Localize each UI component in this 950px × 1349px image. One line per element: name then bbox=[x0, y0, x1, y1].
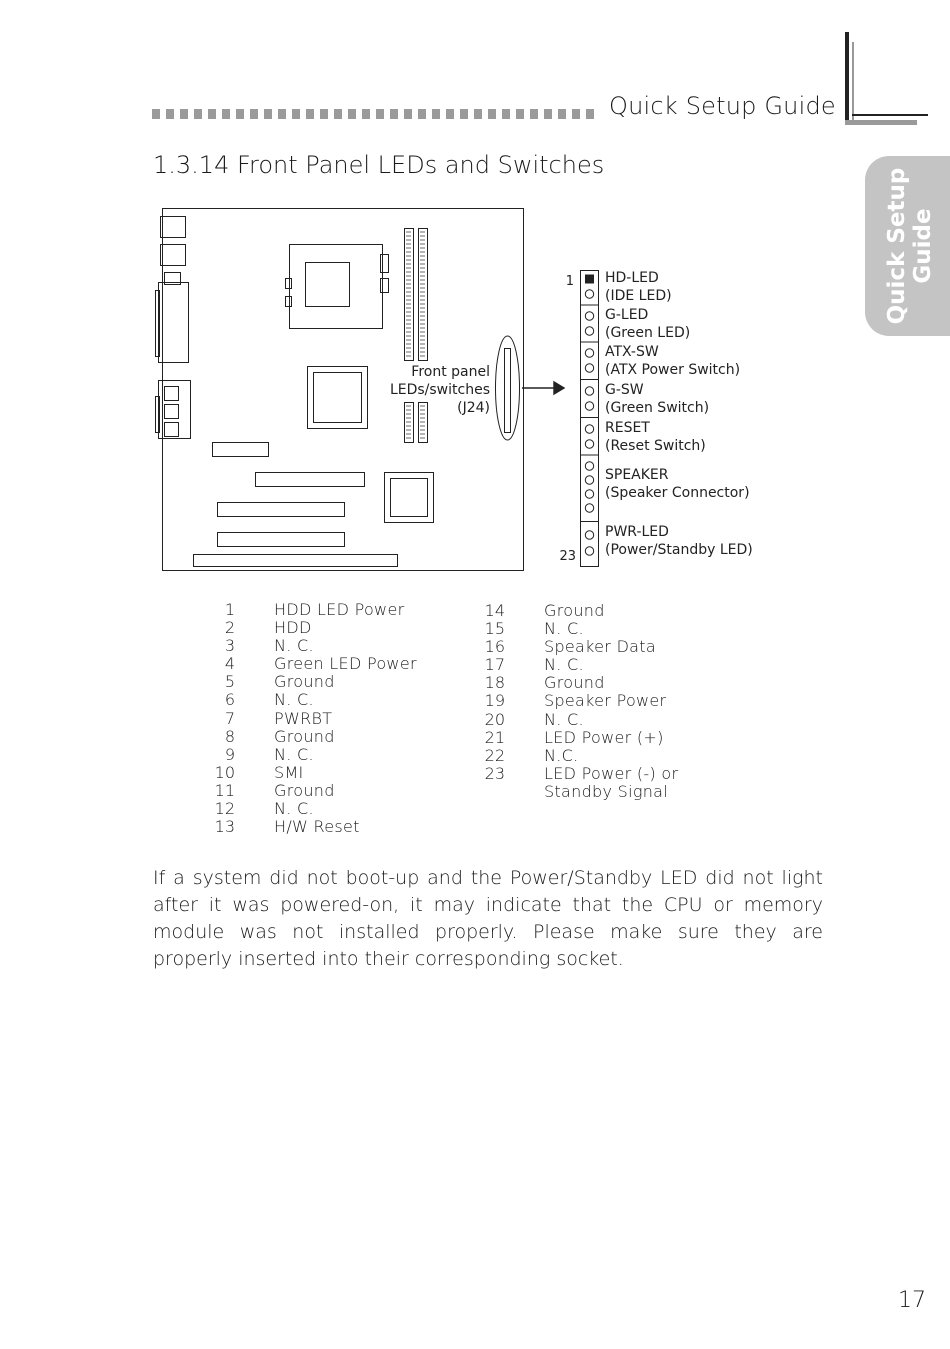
connector-group-desc: (Green Switch) bbox=[605, 400, 710, 416]
note-paragraph: If a system did not boot-up and the Power/Standby LED did not light after it was powered-on, it may indicate that the CPU or memory module was not installed properly. Please make sure they are properly inserted into their corresponding socket. bbox=[153, 867, 823, 970]
connector-pin bbox=[585, 531, 593, 539]
pin-number: 3 bbox=[224, 636, 235, 656]
pin-row bbox=[448, 602, 678, 620]
northbridge-chip bbox=[308, 367, 368, 429]
pin-row bbox=[198, 764, 417, 782]
pin-description: Ground bbox=[274, 780, 335, 800]
pin-row bbox=[448, 692, 678, 710]
pin-description: Standby Signal bbox=[544, 781, 669, 801]
pin-row bbox=[448, 729, 678, 747]
pin-description: Speaker Data bbox=[544, 637, 656, 657]
pin-table-right bbox=[448, 602, 678, 801]
j24-highlight bbox=[496, 336, 520, 440]
pin-description: PWRBT bbox=[274, 708, 333, 728]
pin-number bbox=[448, 783, 505, 801]
pin-last-label: 23 bbox=[559, 549, 576, 564]
pin-description: Ground bbox=[274, 672, 335, 692]
pin-description: LED Power (-) or bbox=[544, 763, 679, 783]
connector-group-name: G-SW bbox=[605, 382, 644, 398]
pin-row bbox=[198, 710, 417, 728]
pin-description: N. C. bbox=[544, 619, 584, 639]
pin-number: 7 bbox=[224, 708, 235, 728]
connector-group-name: G-LED bbox=[605, 307, 649, 323]
pin-number: 14 bbox=[484, 601, 505, 620]
pin-description: LED Power (+) bbox=[544, 727, 664, 747]
connector-pin bbox=[585, 349, 593, 357]
corner-mark-base-inner bbox=[852, 114, 928, 116]
pin-row bbox=[448, 674, 678, 692]
agp-slot bbox=[213, 443, 269, 457]
side-tab-label bbox=[865, 156, 950, 336]
pin-description: N.C. bbox=[544, 745, 579, 765]
pin-row bbox=[448, 638, 678, 656]
connector-group-desc: (ATX Power Switch) bbox=[605, 362, 741, 378]
corner-mark bbox=[845, 32, 849, 124]
pin-description: Speaker Power bbox=[544, 691, 667, 711]
connector-group-name: SPEAKER bbox=[605, 467, 669, 483]
pin-description: SMI bbox=[274, 762, 304, 782]
pin-row bbox=[198, 655, 417, 673]
pin-description: N. C. bbox=[544, 709, 584, 729]
callout-line1: Front panel bbox=[411, 364, 490, 380]
pin-number: 18 bbox=[484, 673, 505, 693]
io-port-2 bbox=[161, 245, 186, 266]
pin-description: HDD LED Power bbox=[274, 600, 405, 619]
cpu-socket bbox=[290, 245, 383, 329]
small-slot-1 bbox=[405, 403, 414, 443]
southbridge-chip bbox=[385, 473, 434, 523]
pin-description: H/W Reset bbox=[274, 817, 360, 837]
corner-mark-base bbox=[845, 120, 917, 125]
connector-pin bbox=[585, 290, 593, 298]
pin-number: 17 bbox=[484, 655, 505, 675]
pin-row bbox=[448, 765, 678, 783]
pin-number: 1 bbox=[224, 600, 235, 619]
pin-description: N. C. bbox=[274, 636, 314, 656]
pin-description: N. C. bbox=[274, 799, 314, 819]
pin-number: 12 bbox=[214, 799, 235, 819]
pin-row bbox=[198, 619, 417, 637]
connector-pin bbox=[585, 364, 593, 372]
pin-row bbox=[448, 747, 678, 765]
cpu-socket-center bbox=[306, 263, 350, 307]
pin-number: 4 bbox=[224, 654, 235, 674]
pin-number: 5 bbox=[224, 672, 235, 692]
pin-description: HDD bbox=[274, 618, 312, 638]
side-tab bbox=[865, 156, 950, 336]
connector-pin bbox=[585, 547, 593, 555]
pin-number: 22 bbox=[484, 745, 505, 765]
side-tab-line2: Guide bbox=[910, 208, 936, 284]
section-title: 1.3.14 Front Panel LEDs and Switches bbox=[153, 151, 605, 179]
pin-row bbox=[198, 637, 417, 655]
pin-row bbox=[448, 711, 678, 729]
pin-number: 6 bbox=[224, 690, 235, 710]
pin-row bbox=[448, 783, 678, 801]
isa-slot bbox=[194, 555, 398, 567]
pin-description: Ground bbox=[544, 601, 605, 620]
pin-number: 21 bbox=[484, 727, 505, 747]
connector-group-desc: (Speaker Connector) bbox=[605, 485, 750, 501]
side-tab-line1: Quick Setup bbox=[884, 167, 910, 325]
pin-number: 15 bbox=[484, 619, 505, 639]
pin-number: 20 bbox=[484, 709, 505, 729]
pin-number: 9 bbox=[224, 744, 235, 764]
connector-pin bbox=[585, 476, 593, 484]
connector-pin bbox=[585, 462, 593, 470]
pin-row bbox=[198, 601, 417, 619]
connector-pin-1 bbox=[585, 275, 594, 284]
corner-mark-inner bbox=[852, 42, 854, 120]
connector-group-desc: (Power/Standby LED) bbox=[605, 542, 753, 558]
callout-arrow bbox=[522, 382, 564, 394]
pin-number: 11 bbox=[214, 780, 235, 800]
pin-number: 16 bbox=[484, 637, 505, 657]
connector-pin bbox=[585, 327, 593, 335]
pin-row bbox=[198, 746, 417, 764]
j24-header bbox=[505, 349, 511, 433]
pin-row bbox=[198, 728, 417, 746]
pin-description: N. C. bbox=[274, 690, 314, 710]
pin-description: N. C. bbox=[274, 744, 314, 764]
pin-row bbox=[198, 782, 417, 800]
io-usb-block bbox=[159, 381, 191, 439]
pin-table-left bbox=[198, 601, 417, 836]
pin-number: 23 bbox=[484, 763, 505, 783]
header-title: Quick Setup Guide bbox=[609, 92, 836, 120]
pci-slot-2 bbox=[218, 503, 345, 517]
connector-group-name: ATX-SW bbox=[605, 344, 659, 360]
pin-row bbox=[198, 800, 417, 818]
connector-group-name: PWR-LED bbox=[605, 524, 669, 540]
motherboard-diagram bbox=[150, 200, 770, 575]
pin-number: 19 bbox=[484, 691, 505, 711]
pin-row bbox=[198, 691, 417, 709]
pin-description: Ground bbox=[274, 726, 335, 746]
pci-slot-1 bbox=[256, 473, 365, 487]
callout-line3: (J24) bbox=[457, 400, 490, 416]
page-number: 17 bbox=[898, 1288, 926, 1313]
pin-row bbox=[448, 620, 678, 638]
pin-description: Green LED Power bbox=[274, 654, 417, 674]
connector-pin bbox=[585, 425, 593, 433]
pin-description: Ground bbox=[544, 673, 605, 693]
io-port-top bbox=[161, 217, 186, 238]
pci-slot-3 bbox=[218, 533, 345, 547]
connector-pin bbox=[585, 440, 593, 448]
connector-group-name: HD-LED bbox=[605, 270, 659, 286]
callout-line2: LEDs/switches bbox=[389, 382, 490, 398]
connector-group-name: RESET bbox=[605, 420, 650, 436]
connector-group-desc: (Green LED) bbox=[605, 325, 691, 341]
pin-first-label: 1 bbox=[565, 274, 574, 289]
small-slot-2 bbox=[419, 403, 428, 443]
pin-row bbox=[198, 673, 417, 691]
header-dotted-rule bbox=[152, 109, 597, 119]
connector-pin bbox=[585, 504, 593, 512]
connector-group-desc: (IDE LED) bbox=[605, 288, 672, 304]
connector-pin bbox=[585, 402, 593, 410]
connector-pin bbox=[585, 387, 593, 395]
pin-number: 2 bbox=[224, 618, 235, 638]
j24-connector-outline bbox=[581, 271, 599, 567]
connector-pin bbox=[585, 312, 593, 320]
pin-number: 8 bbox=[224, 726, 235, 746]
pin-number: 10 bbox=[214, 762, 235, 782]
pin-description: N. C. bbox=[544, 655, 584, 675]
pin-number: 13 bbox=[214, 817, 235, 837]
pin-row bbox=[198, 818, 417, 836]
connector-group-desc: (Reset Switch) bbox=[605, 438, 706, 454]
pin-row bbox=[448, 656, 678, 674]
connector-pin bbox=[585, 490, 593, 498]
